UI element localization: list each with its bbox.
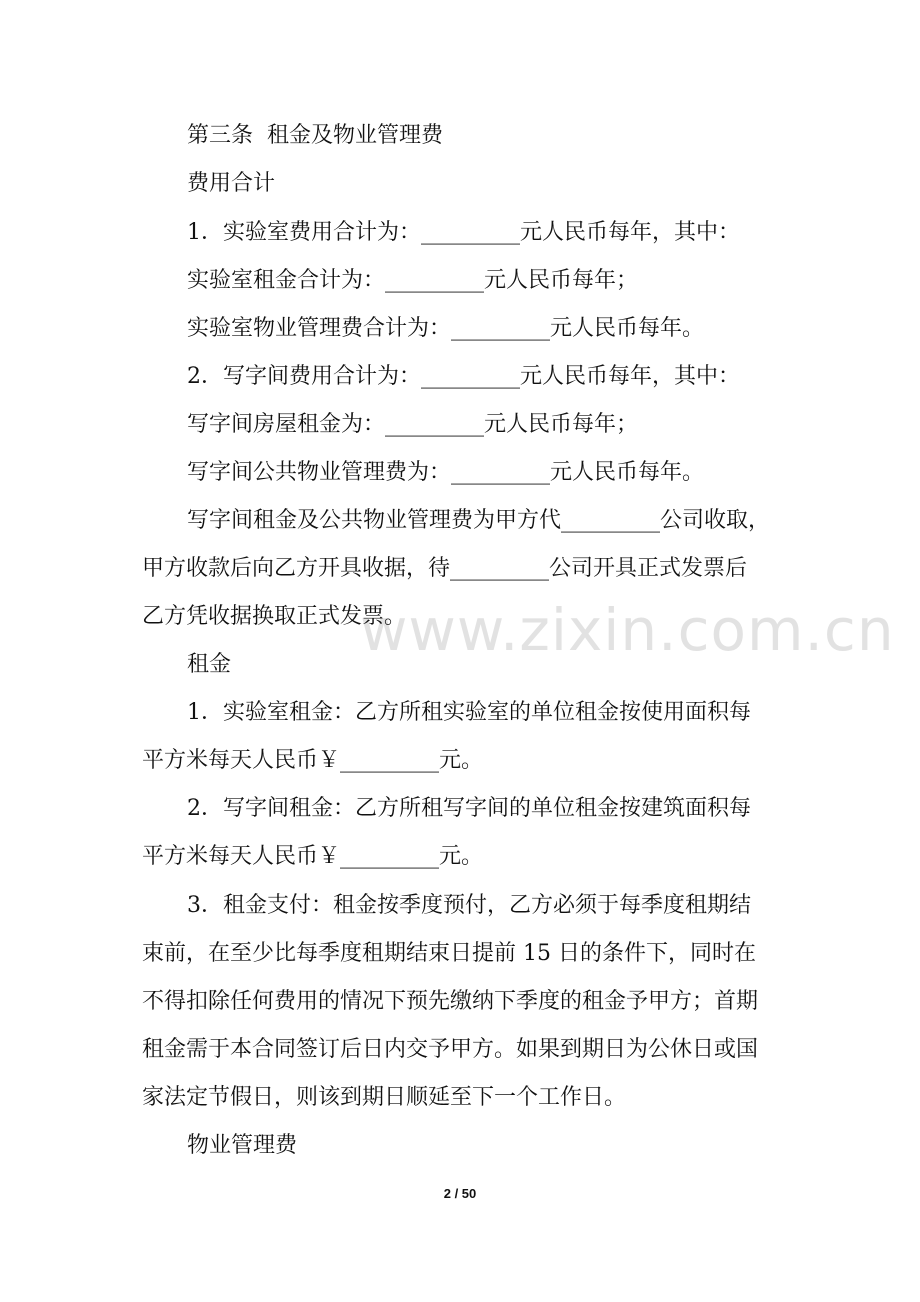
paragraph-line: 1．实验室租金：乙方所租实验室的单位租金按使用面积每 [187,700,751,725]
paragraph-line: 平方米每天人民币￥_________元。 [142,844,484,869]
page-number: 2 / 50 [443,1186,477,1201]
watermark: www.zixin.com.cn [360,596,895,664]
section-heading-rent: 租金 [187,652,232,677]
section-heading-fees-total: 费用合计 [187,171,276,196]
paragraph-line: 平方米每天人民币￥_________元。 [142,748,484,773]
paragraph-line: 租金需于本合同签订后日内交予甲方。如果到期日为公休日或国 [142,1037,759,1062]
paragraph-line: 写字间公共物业管理费为：_________元人民币每年。 [187,460,705,485]
section-heading-property-fee: 物业管理费 [187,1133,298,1158]
paragraph-line: 2．写字间费用合计为：_________元人民币每年，其中： [187,364,740,389]
paragraph-line: 甲方收款后向乙方开具收据，待_________公司开具正式发票后 [142,556,748,581]
paragraph-line: 1．实验室费用合计为：_________元人民币每年，其中： [187,220,740,245]
article-heading: 第三条 租金及物业管理费 [187,123,443,148]
paragraph-line: 乙方凭收据换取正式发票。 [142,604,407,629]
paragraph-line: 家法定节假日，则该到期日顺延至下一个工作日。 [142,1085,627,1110]
paragraph-line: 2．写字间租金：乙方所租写字间的单位租金按建筑面积每 [187,796,751,821]
paragraph-line: 实验室物业管理费合计为：_________元人民币每年。 [187,316,705,341]
paragraph-line: 实验室租金合计为：_________元人民币每年； [187,268,639,293]
paragraph-line: 写字间房屋租金为：_________元人民币每年； [187,412,639,437]
paragraph-line: 不得扣除任何费用的情况下预先缴纳下季度的租金予甲方；首期 [142,989,759,1014]
paragraph-line: 束前，在至少比每季度租期结束日提前 15 日的条件下，同时在 [142,941,756,966]
paragraph-line: 3．租金支付：租金按季度预付，乙方必须于每季度租期结 [187,893,751,918]
paragraph-line: 写字间租金及公共物业管理费为甲方代_________公司收取， [187,508,771,533]
